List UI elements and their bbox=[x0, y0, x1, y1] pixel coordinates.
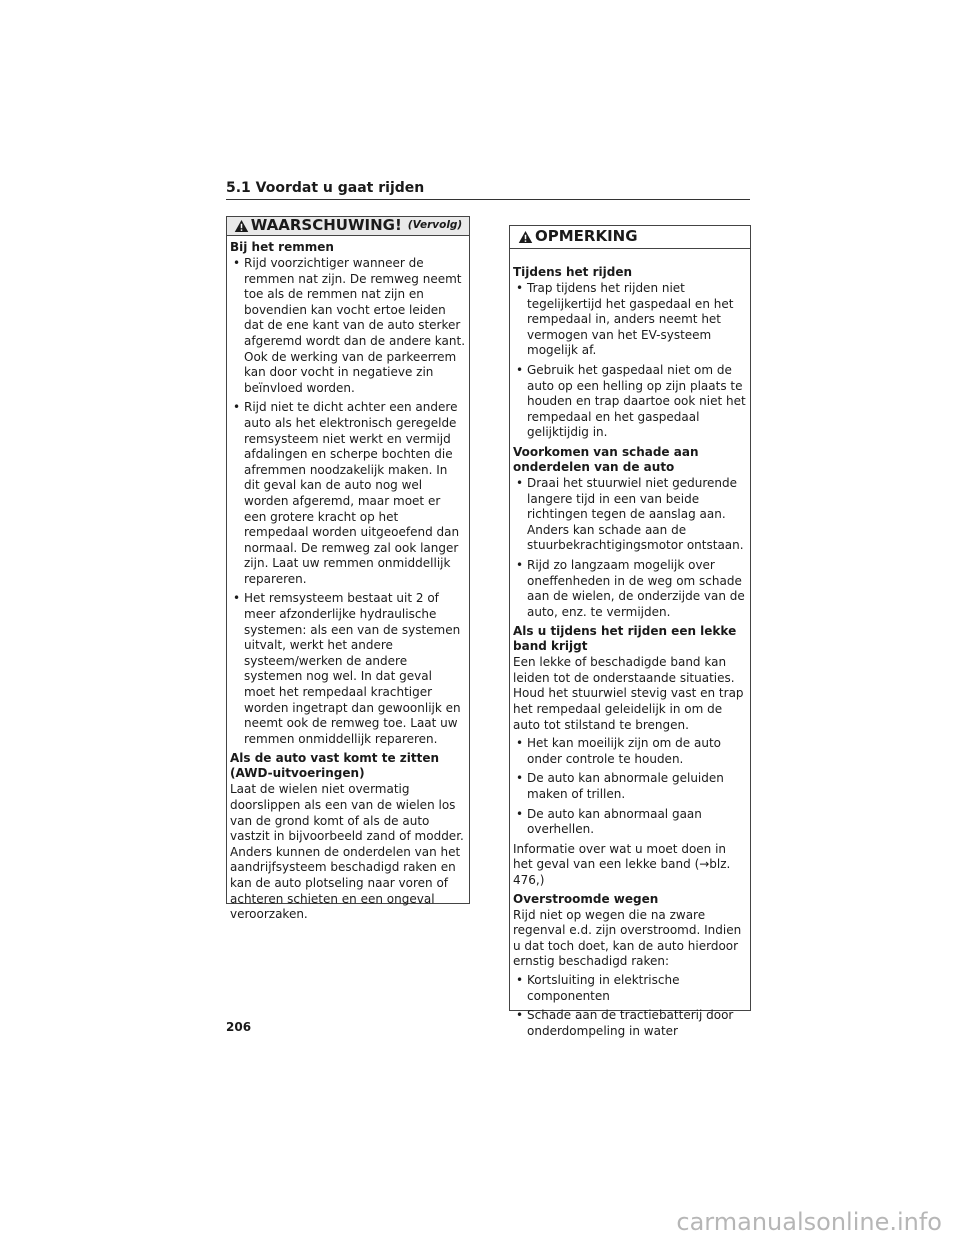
warning-heading-stuck: Als de auto vast komt te zitten (AWD-uitvoeringen) bbox=[230, 751, 440, 781]
note-title-bar bbox=[510, 226, 750, 249]
note-flat-tire-text: Een lekke of beschadigde band kan leiden tot de onderstaande situaties. Houd het stuurwiel stevig vast en trap het rempedaal geleidelijk in om de auto tot stilstand te brengen. bbox=[513, 655, 744, 732]
note-heading-driving: Tijdens het rijden bbox=[513, 265, 633, 279]
warning-box bbox=[226, 216, 470, 922]
warning-braking-list bbox=[230, 256, 466, 747]
list-item: • Schade aan de tractiebatterij door onderdompeling in water bbox=[513, 1008, 747, 1039]
note-flat-tire-info: Informatie over wat u moet doen in het geval van een lekke band (→blz. 476,) bbox=[513, 841, 731, 887]
watermark: carmanualsonline.info bbox=[676, 1208, 942, 1236]
section-header: 5.1 Voordat u gaat rijden bbox=[226, 180, 750, 200]
list-item: • Trap tijdens het rijden niet tegelijkertijd het gaspedaal en het rempedaal in, anders neemt het vermogen van het EV-systeem mogelijk af. bbox=[513, 281, 747, 359]
list-item: • Het remsysteem bestaat uit 2 of meer afzonderlijke hydraulische systemen: als een van de systemen uitvalt, werkt het andere systeem/werken de andere systemen nog wel. In dat geval moet het rempedaal krachtiger worden ingetrapt dan gewoonlijk en neemt ook de remweg toe. Laat uw remmen onmiddellijk repareren. bbox=[230, 591, 466, 747]
note-damage-list bbox=[513, 476, 747, 620]
note-driving-list bbox=[513, 281, 747, 441]
note-title: OPMERKING bbox=[535, 227, 638, 246]
list-item: • Draai het stuurwiel niet gedurende langere tijd in een van beide richtingen tegen de aanslag aan. Anders kan schade aan de stuurbekrachtigingsmotor ontstaan. bbox=[513, 476, 747, 554]
list-item: • Rijd niet te dicht achter een andere auto als het elektronisch geregelde remsysteem niet werkt en vermijd afdalingen en scherpe bochten die afremmen noodzakelijk maken. In dit geval kan de auto nog wel worden afgeremd, maar moet er een grotere kracht op het rempedaal worden uitgeoefend dan normaal. De remweg zal ook langer zijn. Laat uw remmen onmiddellijk repareren. bbox=[230, 400, 466, 587]
warning-title-bar bbox=[227, 217, 469, 236]
note-heading-damage: Voorkomen van schade aan onderdelen van de auto bbox=[513, 444, 699, 474]
page-number: 206 bbox=[226, 1020, 252, 1034]
list-item: • Het kan moeilijk zijn om de auto onder controle te houden. bbox=[513, 736, 747, 767]
warning-heading-braking: Bij het remmen bbox=[230, 240, 334, 254]
list-item: • Kortsluiting in elektrische componenten bbox=[513, 973, 747, 1004]
note-flooded-list bbox=[513, 973, 747, 1039]
note-heading-flat-tire: Als u tijdens het rijden een lekke band krijgt bbox=[513, 624, 737, 654]
note-heading-flooded: Overstroomde wegen bbox=[513, 891, 659, 906]
warning-title: WAARSCHUWING! bbox=[250, 216, 402, 235]
list-item: • Rijd voorzichtiger wanneer de remmen nat zijn. De remweg neemt toe als de remmen nat zijn en bovendien kan vocht ertoe leiden dat de ene kant van de auto sterker afgeremd wordt dan de andere kant. Ook de werking van de parkeerrem kan door vocht in negatieve zin beïnvloed worden. bbox=[230, 256, 466, 396]
note-flooded-text: Rijd niet op wegen die na zware regenval e.d. zijn overstroomd. Indien u dat toch doet, kan de auto hierdoor ernstig beschadigd raken: bbox=[513, 907, 742, 969]
list-item: • Gebruik het gaspedaal niet om de auto op een helling op zijn plaats te houden en trap daartoe ook niet het rempedaal en het gaspedaal gelijktijdig in. bbox=[513, 363, 747, 441]
warning-stuck-text: Laat de wielen niet overmatig doorslippen als een van de wielen los van de grond komt of als de auto vastzit in bijvoorbeeld zand of modder. Anders kunnen de onderdelen van het aandrijfsysteem beschadigd raken en kan de auto plotseling naar voren of achteren schieten en een ongeval veroorzaken. bbox=[230, 782, 464, 922]
warning-triangle-icon bbox=[518, 230, 533, 244]
warning-triangle-icon bbox=[234, 219, 249, 233]
note-box bbox=[509, 225, 751, 1038]
warning-subtitle: (Vervolg) bbox=[407, 219, 463, 232]
list-item: • De auto kan abnormaal gaan overhellen. bbox=[513, 807, 747, 838]
note-flat-tire-list bbox=[513, 736, 747, 838]
list-item: • Rijd zo langzaam mogelijk over oneffenheden in de weg om schade aan de wielen, de onderzijde van de auto, enz. te vermijden. bbox=[513, 558, 747, 620]
list-item: • De auto kan abnormale geluiden maken of trillen. bbox=[513, 771, 747, 802]
